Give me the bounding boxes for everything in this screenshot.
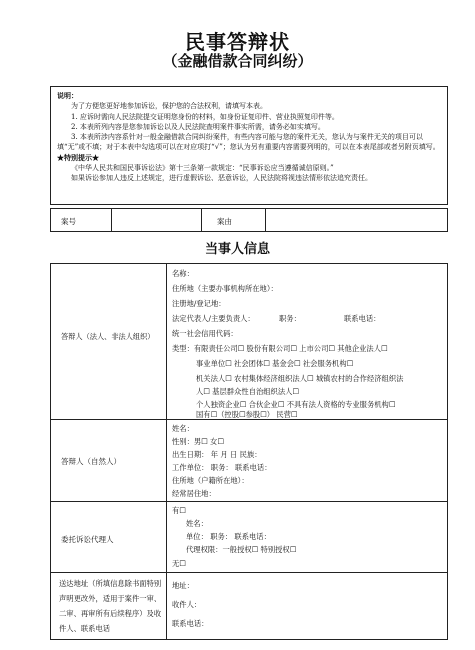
agent-has-checkbox[interactable]: 有☐ [172, 506, 186, 515]
org-respondent-label: 答辩人（法人、非法人组织） [61, 332, 155, 341]
service-label-line-4: 件人、联系电话 [59, 624, 111, 633]
org-representative-field[interactable]: 法定代表人/主要负责人： [172, 314, 255, 323]
document-subtitle: （金融借款合同纠纷） [162, 52, 313, 70]
agent-none-checkbox[interactable]: 无☐ [172, 559, 186, 568]
person-gender-field[interactable]: 性别：男☐ 女☐ [172, 437, 224, 446]
service-label-line-1: 送达地址（所填信息除书面特别 [59, 579, 162, 588]
notice-item-3: 3. 本表所涉内容系针对一般金融借款合同纠纷案件，有些内容可能与您的案件无关，您认为与案件无关的项目可以填“无”或不填；对于本表中勾选项可以在对应项打“√”；您认为另有重要内容需要列明的，可以在本表尾部或者另附页填写。 [57, 133, 440, 152]
org-name-field[interactable]: 名称： [172, 269, 194, 278]
service-phone-field[interactable]: 联系电话： [172, 619, 209, 628]
notice-heading: 说明： [57, 91, 78, 100]
person-work-field[interactable]: 工作单位： 职务： 联系电话： [172, 463, 272, 472]
legal-warning: 如果诉讼参加人违反上述规定，进行虚假诉讼、恶意诉讼，人民法院将视违法情形依法追究责任。 [71, 174, 372, 183]
service-recipient-field[interactable]: 收件人： [172, 600, 202, 609]
service-label-line-3: 二审、再审所有后续程序）及收 [59, 609, 162, 618]
agent-authority-field[interactable]: 代理权限：一般授权☐ 特别授权☐ [186, 545, 297, 554]
org-type-line-6[interactable]: 国有☐（控股☐参股☐） 民营☐ [196, 410, 298, 419]
person-residence-field[interactable]: 经常居住地： [172, 489, 216, 498]
org-rep-duty-field[interactable]: 职务： [279, 314, 301, 323]
org-credit-code-field[interactable]: 统一社会信用代码： [172, 329, 238, 338]
person-domicile-field[interactable]: 住所地（户籍所在地）： [172, 476, 249, 485]
org-type-line-5[interactable]: 个人独资企业☐ 合伙企业☐ 不具有法人资格的专业服务机构☐ [196, 400, 396, 409]
person-respondent-label: 答辩人（自然人） [61, 457, 121, 466]
document-title: 民事答辩状 [185, 30, 290, 54]
org-registration-field[interactable]: 注册地/登记地： [172, 299, 226, 308]
org-rep-phone-field[interactable]: 联系电话： [344, 314, 381, 323]
notice-item-1: 1. 应诉时需向人民法院提交证明您身份的材料，如身份证复印件、营业执照复印件等。 [71, 112, 339, 121]
notice-box [50, 86, 448, 205]
notice-item-2: 2. 本表所列内容是您参加诉讼以及人民法院查明案件事实所需，请务必如实填写。 [71, 122, 325, 131]
notice-intro: 为了方便您更好地参加诉讼，保护您的合法权利，请填写本表。 [71, 102, 267, 111]
agent-block [50, 501, 448, 573]
person-birth-field[interactable]: 出生日期： 年 月 日 民族： [172, 450, 262, 459]
service-label-line-2: 声明更改外，适用于案件一审、 [59, 594, 162, 603]
special-notice-heading: ★特别提示★ [57, 152, 99, 162]
person-name-field[interactable]: 姓名： [172, 424, 194, 433]
section-title: 当事人信息 [204, 242, 270, 257]
agent-name-field[interactable]: 姓名： [186, 519, 208, 528]
org-type-line-4[interactable]: 人☐ 基层群众性自治组织法人☐ [196, 387, 299, 396]
org-type-line-3[interactable]: 机关法人☐ 农村集体经济组织法人☐ 城镇农村的合作经济组织法 [196, 374, 404, 383]
org-type-line-2[interactable]: 事业单位☐ 社会团体☐ 基金会☐ 社会服务机构☐ [196, 359, 354, 368]
case-info-row [50, 208, 448, 232]
case-number-label: 案号 [61, 217, 76, 226]
person-respondent-block [50, 419, 448, 502]
case-cause-label: 案由 [217, 217, 232, 226]
org-type-line-1[interactable]: 类型：有限责任公司☐ 股份有限公司☐ 上市公司☐ 其他企业法人☐ [172, 344, 388, 353]
agent-label: 委托诉讼代理人 [61, 535, 114, 544]
service-address-block [50, 572, 448, 640]
law-citation: 《中华人民共和国民事诉讼法》第十三条第一款规定：“民事诉讼应当遵循诚信原则。” [71, 164, 334, 173]
agent-unit-field[interactable]: 单位： 职务： 联系电话： [186, 532, 271, 541]
org-address-field[interactable]: 住所地（主要办事机构所在地）： [172, 284, 278, 293]
org-respondent-block [50, 263, 448, 420]
service-address-field[interactable]: 地址： [172, 581, 194, 590]
